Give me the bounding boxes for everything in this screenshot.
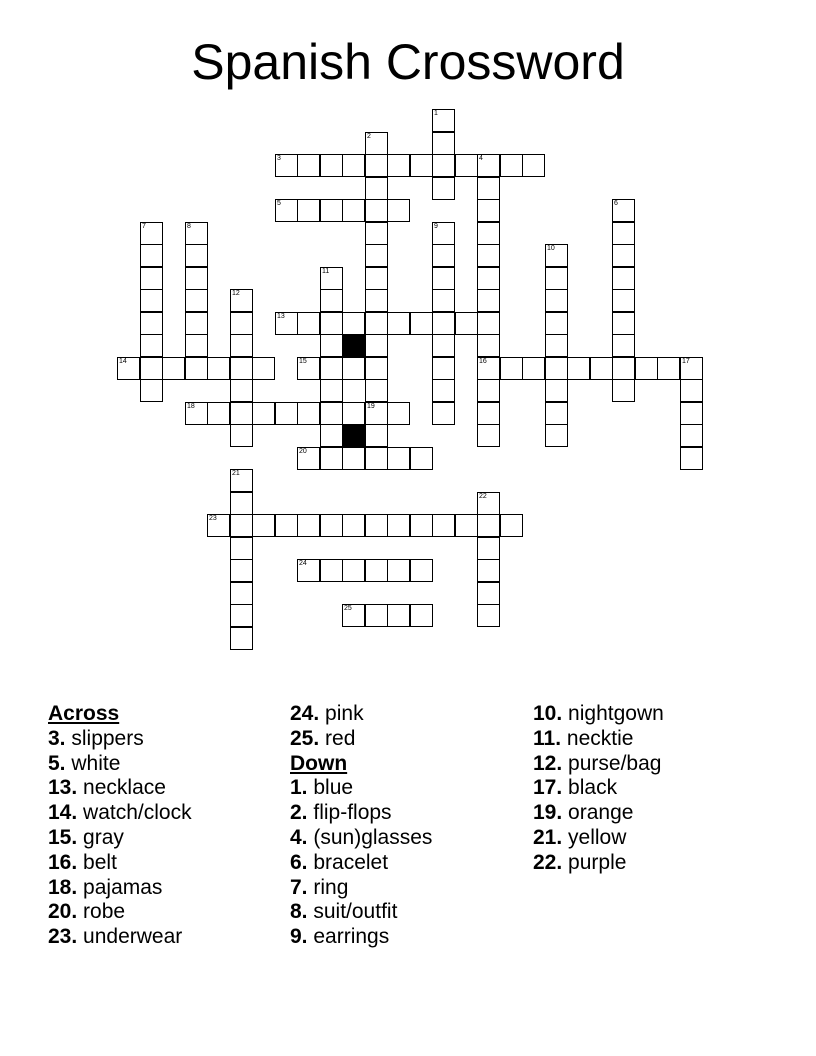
grid-cell[interactable]: [477, 492, 500, 515]
grid-cell[interactable]: [252, 357, 275, 380]
grid-cell[interactable]: [140, 312, 163, 335]
grid-cell[interactable]: [410, 447, 433, 470]
grid-cell[interactable]: [297, 199, 320, 222]
grid-cell[interactable]: [365, 334, 388, 357]
grid-cell[interactable]: [410, 312, 433, 335]
grid-cell[interactable]: [297, 402, 320, 425]
grid-cell[interactable]: [477, 424, 500, 447]
clue-text: nightgown: [568, 702, 664, 725]
clue-text: slippers: [71, 726, 144, 750]
grid-cell[interactable]: [477, 402, 500, 425]
grid-cell[interactable]: [320, 267, 343, 290]
clue-text: gray: [83, 825, 124, 849]
grid-cell[interactable]: [185, 244, 208, 267]
clue-number: 5.: [48, 751, 66, 775]
grid-cell[interactable]: [342, 514, 365, 537]
black-cell: [342, 334, 365, 357]
grid-cell[interactable]: [230, 402, 253, 425]
grid-cell[interactable]: [365, 447, 388, 470]
grid-cell[interactable]: [612, 222, 635, 245]
clue-number: 17.: [533, 776, 563, 800]
grid-cell[interactable]: [477, 312, 500, 335]
grid-cell[interactable]: [680, 357, 703, 380]
grid-cell[interactable]: [320, 312, 343, 335]
down-clue: [290, 925, 530, 950]
cell-number: 12: [232, 290, 240, 297]
clue-number: 2.: [290, 801, 308, 825]
grid-cell[interactable]: [230, 424, 253, 447]
grid-cell[interactable]: [680, 447, 703, 470]
grid-cell[interactable]: [320, 447, 343, 470]
down-clue: [290, 801, 530, 826]
clue-text: necklace: [83, 776, 166, 800]
cell-number: 13: [277, 313, 285, 320]
cell-number: 6: [614, 200, 618, 207]
grid-cell[interactable]: [275, 199, 298, 222]
grid-cell[interactable]: [297, 357, 320, 380]
cell-number: 17: [682, 358, 690, 365]
clue-number: 10.: [533, 702, 563, 725]
across-clue: [48, 900, 288, 925]
grid-cell[interactable]: [342, 604, 365, 627]
grid-cell[interactable]: [185, 312, 208, 335]
grid-cell[interactable]: [230, 334, 253, 357]
grid-cell[interactable]: [387, 154, 410, 177]
clue-text: flip-flops: [313, 801, 392, 825]
grid-cell[interactable]: [230, 379, 253, 402]
clue-number: 7.: [290, 875, 308, 899]
across-clue: [48, 826, 288, 851]
grid-cell[interactable]: [522, 154, 545, 177]
clue-number: 3.: [48, 726, 66, 750]
grid-cell[interactable]: [477, 559, 500, 582]
down-clue: [533, 851, 773, 876]
cell-number: 10: [547, 245, 555, 252]
grid-cell[interactable]: [297, 312, 320, 335]
clue-column-3: [533, 702, 773, 876]
grid-cell[interactable]: [387, 312, 410, 335]
grid-cell[interactable]: [230, 289, 253, 312]
cell-number: 22: [479, 493, 487, 500]
grid-cell[interactable]: [185, 267, 208, 290]
grid-cell[interactable]: [545, 244, 568, 267]
grid-cell[interactable]: [140, 379, 163, 402]
grid-cell[interactable]: [477, 582, 500, 605]
grid-cell[interactable]: [545, 312, 568, 335]
grid-cell[interactable]: [320, 559, 343, 582]
grid-cell[interactable]: [612, 357, 635, 380]
grid-cell[interactable]: [230, 559, 253, 582]
grid-cell[interactable]: [342, 199, 365, 222]
clue-text: pink: [325, 702, 364, 725]
puzzle-title: Spanish Crossword: [191, 34, 625, 90]
down-clue: [290, 900, 530, 925]
clue-text: belt: [83, 850, 117, 874]
grid-cell[interactable]: [342, 447, 365, 470]
grid-cell[interactable]: [365, 514, 388, 537]
grid-cell[interactable]: [432, 334, 455, 357]
clue-text: ring: [313, 875, 349, 899]
cell-number: 16: [479, 358, 487, 365]
grid-cell[interactable]: [365, 199, 388, 222]
cell-number: 25: [344, 605, 352, 612]
cell-number: 1: [434, 110, 438, 117]
grid-cell[interactable]: [455, 312, 478, 335]
grid-cell[interactable]: [432, 109, 455, 132]
grid-cell[interactable]: [207, 402, 230, 425]
grid-cell[interactable]: [207, 357, 230, 380]
grid-cell[interactable]: [365, 357, 388, 380]
clue-number: 15.: [48, 825, 78, 849]
grid-cell[interactable]: [230, 514, 253, 537]
grid-cell[interactable]: [365, 402, 388, 425]
cell-number: 18: [187, 403, 195, 410]
clue-number: 20.: [48, 900, 78, 924]
clue-number: 8.: [290, 900, 308, 924]
clue-text: bracelet: [313, 850, 389, 874]
grid-cell[interactable]: [320, 334, 343, 357]
grid-cell[interactable]: [342, 312, 365, 335]
across-clue: [48, 727, 288, 752]
grid-cell[interactable]: [320, 379, 343, 402]
grid-cell[interactable]: [545, 267, 568, 290]
cell-number: 5: [277, 200, 281, 207]
clue-number: 9.: [290, 925, 308, 949]
cell-number: 7: [142, 223, 146, 230]
clue-number: 16.: [48, 850, 78, 874]
grid-cell[interactable]: [387, 199, 410, 222]
grid-cell[interactable]: [140, 289, 163, 312]
grid-cell[interactable]: [365, 312, 388, 335]
grid-cell[interactable]: [230, 312, 253, 335]
grid-cell[interactable]: [365, 222, 388, 245]
grid-cell[interactable]: [252, 514, 275, 537]
grid-cell[interactable]: [297, 514, 320, 537]
clue-number: 11.: [533, 726, 562, 750]
grid-cell[interactable]: [140, 222, 163, 245]
grid-cell[interactable]: [230, 582, 253, 605]
grid-cell[interactable]: [365, 604, 388, 627]
cell-number: 24: [299, 560, 307, 567]
clue-number: 18.: [48, 875, 78, 899]
grid-cell[interactable]: [477, 604, 500, 627]
clue-number: 6.: [290, 850, 308, 874]
clue-text: black: [568, 776, 618, 800]
clue-number: 22.: [533, 850, 563, 874]
grid-cell[interactable]: [275, 514, 298, 537]
grid-cell[interactable]: [342, 402, 365, 425]
grid-cell[interactable]: [410, 514, 433, 537]
clue-text: purple: [568, 850, 627, 874]
grid-cell[interactable]: [387, 604, 410, 627]
grid-cell[interactable]: [342, 357, 365, 380]
down-clue: [533, 776, 773, 801]
clue-text: earrings: [313, 925, 390, 949]
grid-cell[interactable]: [500, 514, 523, 537]
grid-cell[interactable]: [275, 402, 298, 425]
cell-number: 4: [479, 155, 483, 162]
grid-cell[interactable]: [477, 334, 500, 357]
across-clue: [290, 702, 530, 727]
clue-number: 23.: [48, 925, 78, 949]
grid-cell[interactable]: [185, 402, 208, 425]
cell-number: 11: [322, 268, 330, 275]
clue-text: blue: [313, 776, 354, 800]
grid-cell[interactable]: [365, 132, 388, 155]
grid-cell[interactable]: [252, 402, 275, 425]
grid-cell[interactable]: [342, 559, 365, 582]
grid-cell[interactable]: [185, 334, 208, 357]
grid-cell[interactable]: [432, 132, 455, 155]
across-clue: [48, 776, 288, 801]
across-clue: [290, 727, 530, 752]
grid-cell[interactable]: [185, 357, 208, 380]
clue-number: 19.: [533, 801, 563, 825]
grid-cell[interactable]: [477, 289, 500, 312]
grid-cell[interactable]: [297, 559, 320, 582]
grid-cell[interactable]: [432, 244, 455, 267]
grid-cell[interactable]: [387, 514, 410, 537]
grid-cell[interactable]: [477, 357, 500, 380]
grid-cell[interactable]: [387, 447, 410, 470]
clue-text: purse/bag: [568, 751, 662, 775]
down-clue: [533, 702, 773, 727]
grid-cell[interactable]: [477, 154, 500, 177]
grid-cell[interactable]: [432, 312, 455, 335]
clue-number: 14.: [48, 801, 78, 825]
clue-text: (sun)glasses: [313, 825, 433, 849]
clue-number: 12.: [533, 751, 563, 775]
down-clue: [290, 826, 530, 851]
grid-cell[interactable]: [320, 357, 343, 380]
cell-number: 19: [367, 403, 375, 410]
grid-cell[interactable]: [365, 267, 388, 290]
cell-number: 23: [209, 515, 217, 522]
grid-cell[interactable]: [477, 514, 500, 537]
clue-text: yellow: [568, 825, 627, 849]
across-clue: [48, 851, 288, 876]
grid-cell[interactable]: [320, 199, 343, 222]
grid-cell[interactable]: [365, 154, 388, 177]
grid-cell[interactable]: [320, 154, 343, 177]
grid-cell[interactable]: [320, 514, 343, 537]
grid-cell[interactable]: [230, 604, 253, 627]
grid-cell[interactable]: [432, 222, 455, 245]
grid-cell[interactable]: [432, 379, 455, 402]
grid-cell[interactable]: [432, 154, 455, 177]
clue-text: suit/outfit: [313, 900, 398, 924]
clue-number: 4.: [290, 825, 308, 849]
grid-cell[interactable]: [477, 222, 500, 245]
grid-cell[interactable]: [500, 357, 523, 380]
grid-cell[interactable]: [410, 604, 433, 627]
grid-cell[interactable]: [230, 469, 253, 492]
clue-text: watch/clock: [83, 801, 192, 825]
cell-number: 9: [434, 223, 438, 230]
grid-cell[interactable]: [365, 559, 388, 582]
down-clue: [533, 826, 773, 851]
grid-cell[interactable]: [635, 357, 658, 380]
grid-cell[interactable]: [275, 312, 298, 335]
grid-cell[interactable]: [477, 177, 500, 200]
grid-cell[interactable]: [365, 379, 388, 402]
grid-cell[interactable]: [477, 537, 500, 560]
grid-cell[interactable]: [297, 154, 320, 177]
grid-cell[interactable]: [342, 154, 365, 177]
down-clue: [533, 752, 773, 777]
grid-cell[interactable]: [432, 514, 455, 537]
grid-cell[interactable]: [612, 199, 635, 222]
grid-cell[interactable]: [432, 357, 455, 380]
grid-cell[interactable]: [162, 357, 185, 380]
grid-cell[interactable]: [410, 559, 433, 582]
grid-cell[interactable]: [140, 357, 163, 380]
grid-cell[interactable]: [230, 492, 253, 515]
down-heading: Down: [290, 751, 348, 775]
grid-cell[interactable]: [320, 424, 343, 447]
grid-cell[interactable]: [387, 559, 410, 582]
clue-text: white: [71, 751, 121, 775]
grid-cell[interactable]: [140, 267, 163, 290]
grid-cell[interactable]: [612, 267, 635, 290]
grid-cell[interactable]: [545, 289, 568, 312]
grid-cell[interactable]: [230, 537, 253, 560]
clue-text: orange: [568, 801, 634, 825]
grid-cell[interactable]: [612, 334, 635, 357]
grid-cell[interactable]: [680, 402, 703, 425]
clue-number: 1.: [290, 776, 308, 800]
grid-cell[interactable]: [432, 402, 455, 425]
down-clue: [533, 801, 773, 826]
grid-cell[interactable]: [477, 267, 500, 290]
grid-cell[interactable]: [545, 379, 568, 402]
grid-cell[interactable]: [545, 402, 568, 425]
grid-cell[interactable]: [455, 514, 478, 537]
grid-cell[interactable]: [230, 627, 253, 650]
grid-cell[interactable]: [230, 357, 253, 380]
grid-cell[interactable]: [365, 244, 388, 267]
grid-cell[interactable]: [612, 379, 635, 402]
clue-column-1: [48, 702, 288, 950]
grid-cell[interactable]: [297, 447, 320, 470]
cell-number: 2: [367, 133, 371, 140]
grid-cell[interactable]: [432, 267, 455, 290]
grid-cell[interactable]: [612, 289, 635, 312]
grid-cell[interactable]: [680, 424, 703, 447]
down-clue: [290, 876, 530, 901]
grid-cell[interactable]: [365, 177, 388, 200]
grid-cell[interactable]: [432, 177, 455, 200]
grid-cell[interactable]: [365, 424, 388, 447]
across-clue: [48, 801, 288, 826]
grid-cell[interactable]: [320, 289, 343, 312]
clue-number: 25.: [290, 726, 320, 750]
clue-number: 13.: [48, 776, 78, 800]
grid-cell[interactable]: [140, 244, 163, 267]
clue-text: underwear: [83, 925, 183, 949]
cell-number: 15: [299, 358, 307, 365]
cell-number: 21: [232, 470, 240, 477]
grid-cell[interactable]: [567, 357, 590, 380]
grid-cell[interactable]: [590, 357, 613, 380]
clue-number: 21.: [533, 825, 563, 849]
grid-cell[interactable]: [140, 334, 163, 357]
grid-cell[interactable]: [455, 154, 478, 177]
grid-cell[interactable]: [320, 402, 343, 425]
clue-text: robe: [83, 900, 126, 924]
across-heading: Across: [48, 702, 120, 725]
grid-cell[interactable]: [275, 154, 298, 177]
grid-cell[interactable]: [387, 402, 410, 425]
grid-cell[interactable]: [477, 244, 500, 267]
grid-cell[interactable]: [185, 222, 208, 245]
clue-text: pajamas: [83, 875, 163, 899]
down-clue: [290, 776, 530, 801]
across-clue: [48, 925, 288, 950]
grid-cell[interactable]: [680, 379, 703, 402]
grid-cell[interactable]: [500, 154, 523, 177]
grid-cell[interactable]: [612, 312, 635, 335]
cell-number: 20: [299, 448, 307, 455]
grid-cell[interactable]: [365, 289, 388, 312]
black-cell: [342, 424, 365, 447]
grid-cell[interactable]: [612, 244, 635, 267]
down-clue: [533, 727, 773, 752]
grid-cell[interactable]: [477, 199, 500, 222]
grid-cell[interactable]: [410, 154, 433, 177]
grid-cell[interactable]: [522, 357, 545, 380]
grid-cell[interactable]: [207, 514, 230, 537]
clue-text: red: [325, 726, 356, 750]
grid-cell[interactable]: [185, 289, 208, 312]
grid-cell[interactable]: [117, 357, 140, 380]
cell-number: 14: [119, 358, 127, 365]
across-clue: [48, 752, 288, 777]
grid-cell[interactable]: [477, 379, 500, 402]
grid-cell[interactable]: [432, 289, 455, 312]
down-clue: [290, 851, 530, 876]
clue-text: necktie: [566, 726, 634, 750]
grid-cell[interactable]: [545, 424, 568, 447]
across-clue: [48, 876, 288, 901]
grid-cell[interactable]: [545, 357, 568, 380]
clue-number: 24.: [290, 702, 320, 725]
cell-number: 3: [277, 155, 281, 162]
grid-cell[interactable]: [657, 357, 680, 380]
clue-column-2: [290, 702, 530, 950]
grid-cell[interactable]: [545, 334, 568, 357]
cell-number: 8: [187, 223, 191, 230]
